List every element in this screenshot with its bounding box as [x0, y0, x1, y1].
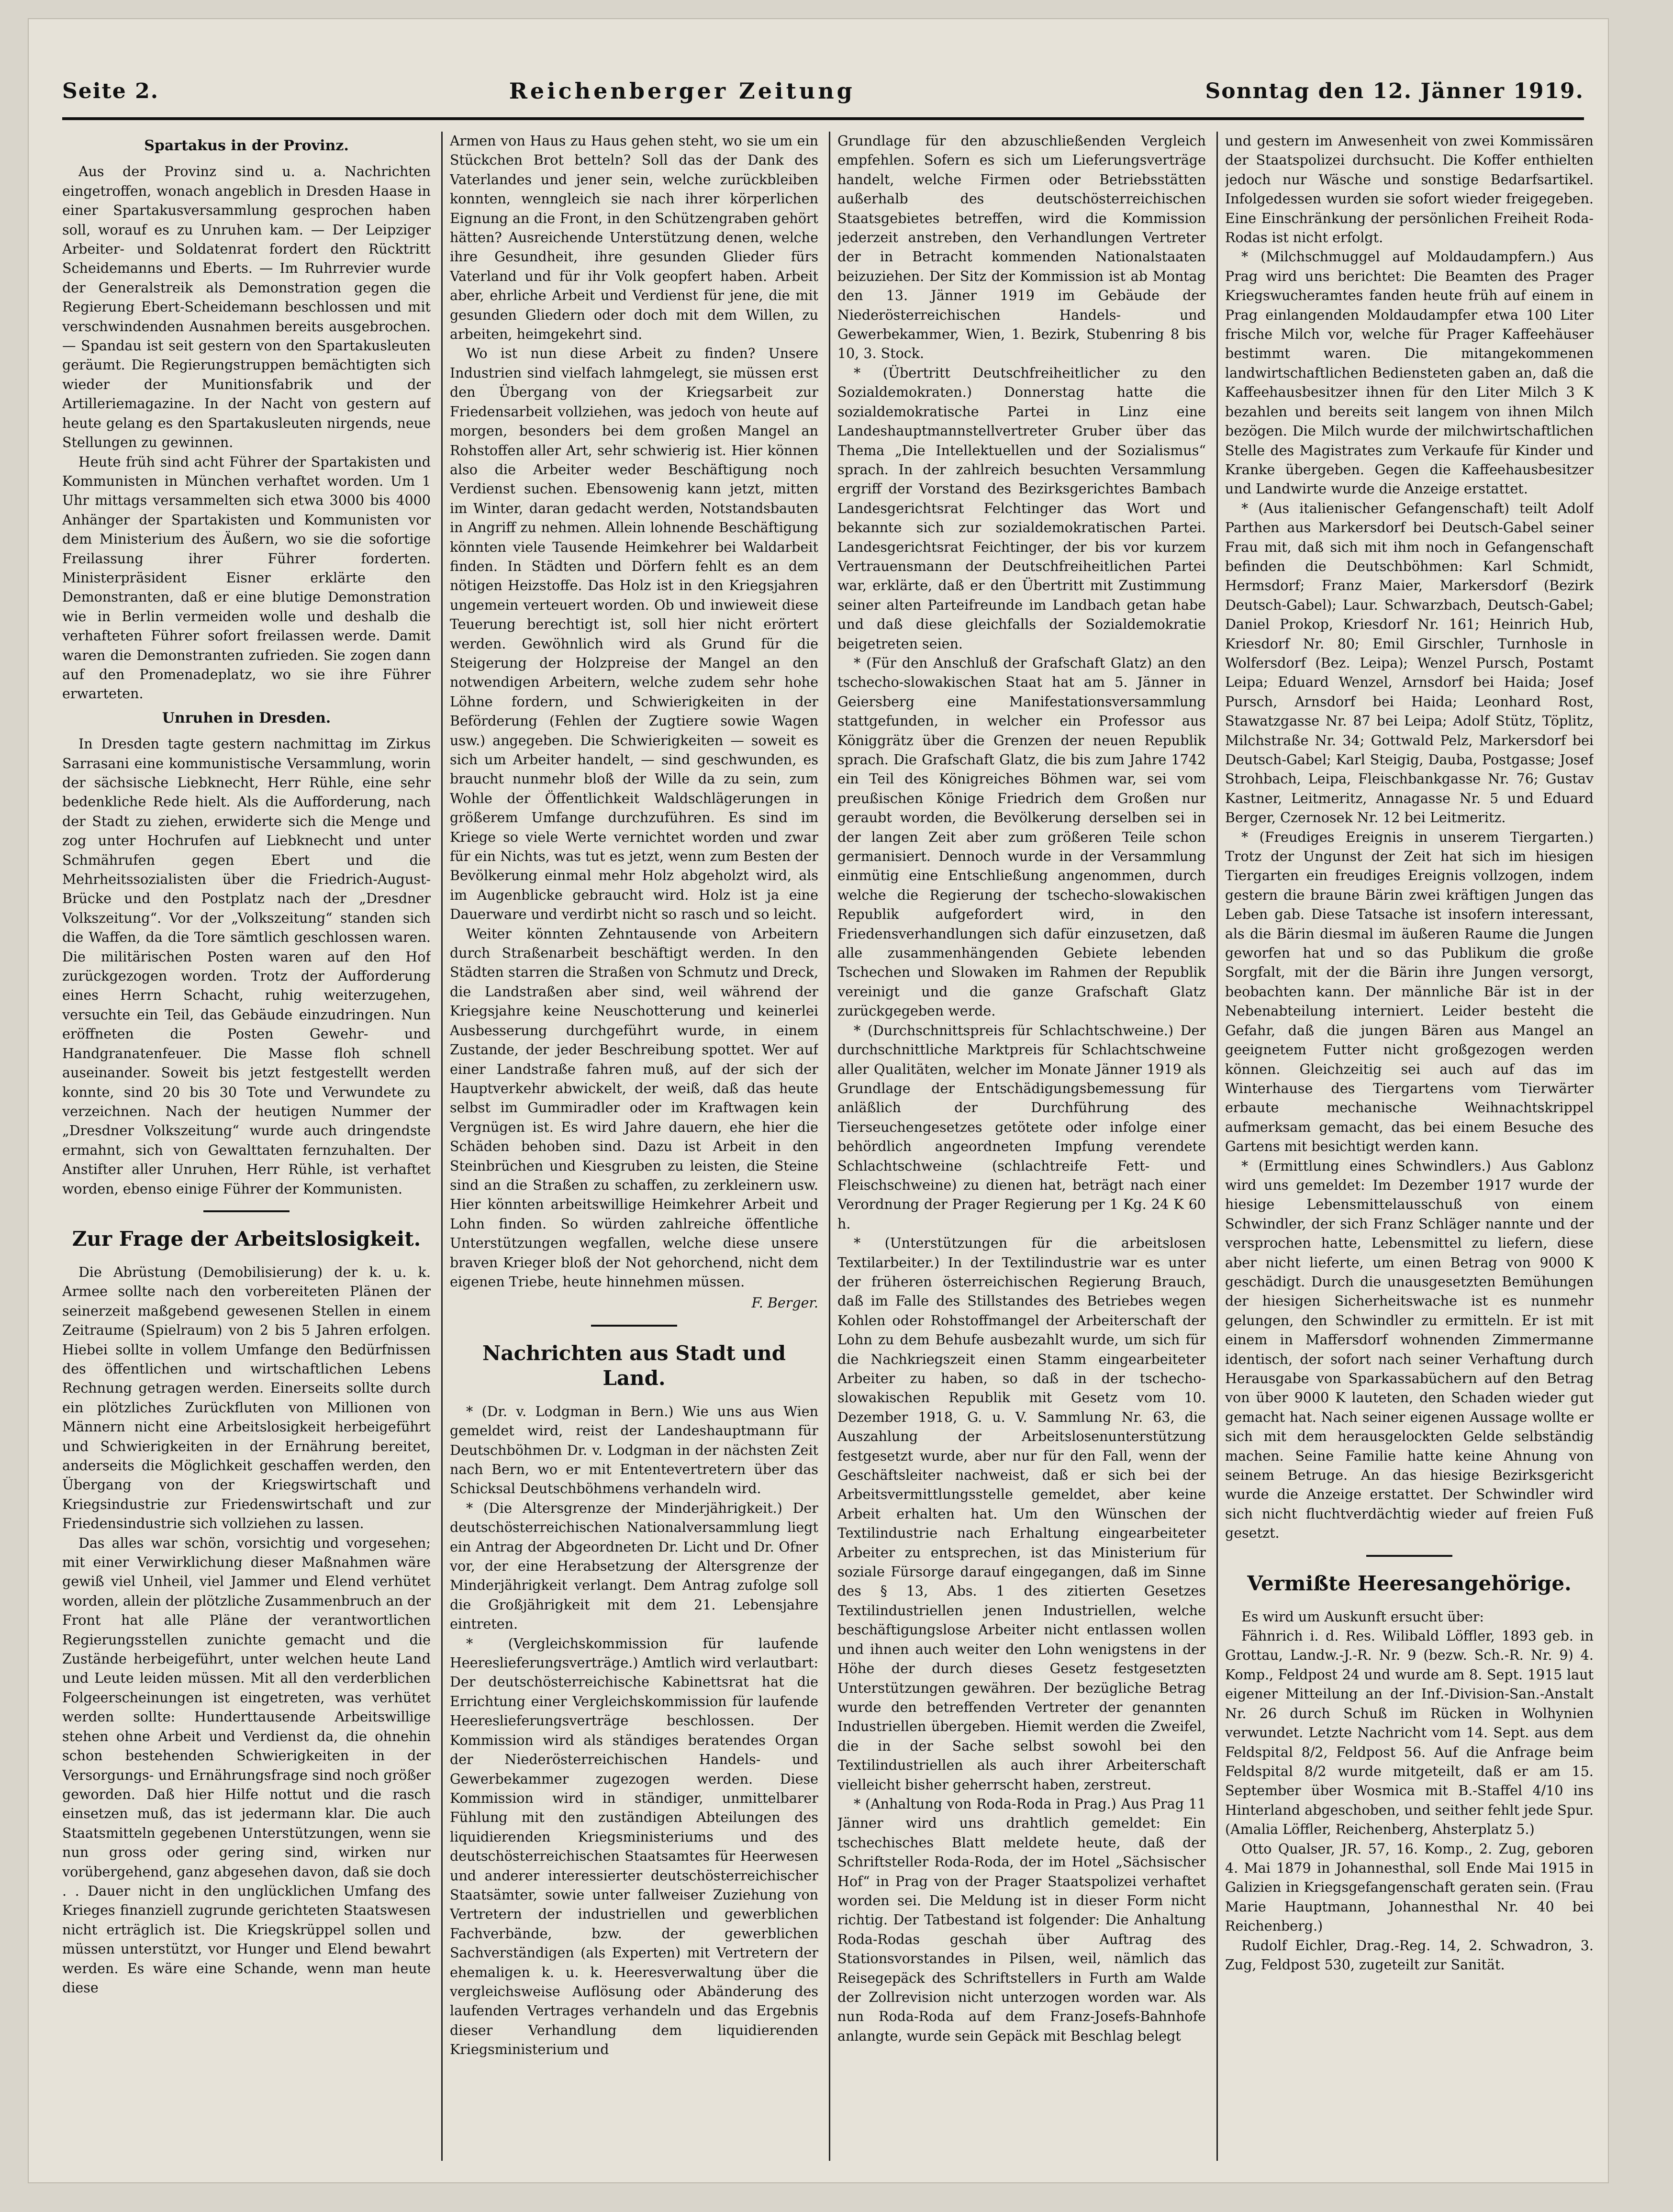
missing-person-entry: Rudolf Eichler, Drag.-Reg. 14, 2. Schwadron, 3. Zug, Feldpost 530, zugeteilt zur Sanität.: [1225, 1937, 1594, 1973]
section-heading-vermisste: Vermißte Heeresangehörige.: [1247, 1571, 1572, 1595]
column-divider: [441, 132, 443, 2161]
news-item: * (Für den Anschluß der Grafschaft Glatz) an den tschecho-slowakischen Staat hat am 5. Jänner in Geiersberg eine Manifestationsversammlung stattgefunden, in welcher ein Professor aus Königgrätz über die Grenzen der neuen Republik sprach. Die Grafschaft Glatz, die bis zum Jahre 1742 ein Teil des Königreiches Böhmen war, sei vom preußischen Könige Friedrich dem Großen nur geraubt worden, die Bevölkerung derselben sei in der langen Zeit aber zum größeren Teile schon germanisiert. Dennoch wurde in der Versammlung einmütig eine Entschließung angenommen, durch welche die Regierung der tschecho-slowakischen Republik aufgefordert wird, in den Friedensverhandlungen sich dafür einzusetzen, daß alle zusammenhängenden Gebiete lebenden Tschechen und Slowaken im Rahmen der Republik vereinigt und die ganze Grafschaft Glatz zurückgegeben werde.: [837, 655, 1206, 1019]
column-3: [837, 132, 1206, 2161]
missing-person-entry: Otto Qualser, JR. 57, 16. Komp., 2. Zug, geboren 4. Mai 1879 in Johannesthal, soll Ende Mai 1915 in Galizien in Kriegsgefangenschaft geraten sein. (Frau Marie Hauptmann, Johannesthal Nr. 40 bei Reichenberg.): [1225, 1841, 1594, 1934]
column-divider: [829, 132, 830, 2161]
article-paragraph: In Dresden tagte gestern nachmittag im Zirkus Sarrasani eine kommunistische Versammlung, worin der sächsische Liebknecht, Herr Rühle, eine sehr bedenkliche Rede hielt. Als die Aufforderung, nach der Stadt zu ziehen, erwiderte sich die Menge und zog unter Hochrufen auf Liebknecht und unter Schmährufen gegen Ebert und die Mehrheitssozialisten über die Friedrich-August-Brücke und den Postplatz nach der „Dresdner Volkszeitung“. Vor der „Volkszeitung“ standen sich die Waffen, da die Tore sämtlich geschlossen waren. Die militärischen Posten waren auf den Hof zurückgezogen worden. Trotz der Aufforderung eines Herrn Schacht, ruhig weiterzugehen, versuchte ein Teil, das Gebäude einzudringen. Nun eröffneten die Posten Gewehr- und Handgranatenfeuer. Die Masse floh schnell auseinander. Soweit bis jetzt festgestellt werden konnte, sind 20 bis 30 Tote und Verwundete zu verzeichnen. Nach der heutigen Nummer der „Dresdner Volkszeitung“ wurde auch dringendste ermahnt, sich von Gewalttaten fernzuhalten. Der Anstifter aller Unruhen, Herr Rühle, ist verhaftet worden, ebenso einige Führer der Kommunisten.: [62, 736, 431, 1197]
newspaper-title: Reichenberger Zeitung: [509, 78, 855, 104]
article-paragraph: Das alles war schön, vorsichtig und vorgesehen; mit einer Verwirklichung dieser Maßnahmen wäre gewiß viel Unheil, viel Jammer und Elend verhütet worden, allein der plötzliche Zusammenbruch an der Front hat alle Pläne der verantwortlichen Regierungsstellen zunichte gemacht und die Zustände herbeigeführt, unter welchen heute Land und Leute leiden müssen. Mit all den verderblichen Folgeerscheinungen ist eingetreten, was verhütet werden sollte: Hunderttausende Arbeitswillige stehen ohne Arbeit und Verdienst da, die ohnehin schon bestehenden Schwierigkeiten in der Versorgungs- und Ernährungsfrage sind noch größer geworden. Daß hier Hilfe nottut und die rasch einsetzen muß, das ist jedermann klar. Die auch Staatsmitteln gegebenen Unterstützungen, wenn sie nun gross oder gering sind, wirken nur vorübergehend, ganz abgesehen davon, daß sie doch . . Dauer nicht in den unglücklichen Umfang des Krieges finanziell zugrunde gerichteten Staatswesen nicht erträglich ist. Die Kriegskrüppel sollen und müssen unterstützt, vor Hunger und Elend bewahrt werden. Es wäre eine Schande, wenn man heute diese: [62, 1535, 431, 1996]
article-paragraph: Armen von Haus zu Haus gehen steht, wo sie um ein Stückchen Brot betteln? Soll das der Dank des Vaterlandes und jener sein, welche zurückbleiben konnten, wenngleich sie nach ihrer körperlichen Eignung an die Front, in den Schützengraben gehört hätten? Ausreichende Unterstützung denen, welche ihre Gesundheit, ihre gesunden Glieder fürs Vaterland und für ihr Volk geopfert haben. Arbeit aber, ehrliche Arbeit und Verdienst für jene, die mit gesunden Gliedern oder doch mit dem Willen, zu arbeiten, heimgekehrt sind.: [450, 133, 818, 343]
article-heading-dresden: Unruhen in Dresden.: [162, 709, 331, 726]
header-rule: [62, 117, 1584, 120]
article-heading-arbeitslosigkeit: Zur Frage der Arbeitslosigkeit.: [72, 1227, 421, 1251]
section-separator: [203, 1210, 290, 1212]
article-paragraph: Es wird um Auskunft ersucht über:: [1241, 1609, 1484, 1625]
news-item: * (Die Altersgrenze der Minderjährigkeit.) Der deutschösterreichischen Nationalversammlung liegt ein Antrag der Abgeordneten Dr. Licht und Dr. Ofner vor, der eine Herabsetzung der Altersgrenze der Minderjährigkeit verlangt. Dem Antrag zufolge soll die Großjährigkeit mit dem 21. Lebensjahre eintreten.: [450, 1500, 818, 1632]
column-2: [450, 132, 818, 2161]
news-item: * (Ermittlung eines Schwindlers.) Aus Gablonz wird uns gemeldet: Im Dezember 1917 wurde der hiesige Lebensmittelausschuß von einem Schwindler, der sich Franz Schläger nannte und der versprochen hatte, Lebensmittel zu liefern, diese aber nicht lieferte, um einen Betrag von 9000 K geschädigt. Durch die unausgesetzten Bemühungen der hiesigen Sicherheitswache ist es nunmehr gelungen, den Schwindler zu ermitteln. Er ist mit einem in Maffersdorf wohnenden Zimmermanne identisch, der sofort nach seiner Verhaftung durch Herausgabe von Sparkassabüchern auf den Betrag von über 9000 K lauteten, den Schaden wieder gut gemacht hat. Nach seiner eigenen Aussage wollte er sich mit dem herausgelockten Gelde selbständig machen. Seine Familie hatte keine Ahnung von seinem Betruge. An das hiesige Bezirksgericht wurde die Anzeige erstattet. Der Schwindler wird sich nicht fluchtverdächtig wieder auf freien Fuß gesetzt.: [1225, 1158, 1594, 1542]
news-item: * (Aus italienischer Gefangenschaft) teilt Adolf Parthen aus Markersdorf bei Deutsch-Gabel seiner Frau mit, daß sich mit ihm noch in Gefangenschaft befinden die Deutschböhmen: Karl Schmidt, Hermsdorf; Franz Maier, Markersdorf (Bezirk Deutsch-Gabel); Laur. Schwarzbach, Deutsch-Gabel; Daniel Prokop, Kriesdorf Nr. 161; Heinrich Hub, Kriesdorf Nr. 80; Emil Girschler, Turnhosle in Wolfersdorf (Bez. Leipa); Wenzel Pursch, Postamt Leipa; Eduard Wenzel, Arnsdorf bei Haida; Josef Pursch, Arnsdorf bei Haida; Leonhard Rost, Stawatzgasse Nr. 87 bei Leipa; Adolf Stütz, Töplitz, Milchstraße Nr. 34; Gottwald Pelz, Markersdorf bei Deutsch-Gabel; Karl Steigig, Dauba, Postgasse; Josef Strohbach, Leipa, Fleischbankgasse Nr. 76; Gustav Kastner, Leitmeritz, Annagasse Nr. 5 und Eduard Berger, Czernosek Nr. 12 bei Leitmeritz.: [1225, 500, 1594, 826]
newspaper-page: [29, 19, 1608, 2182]
article-paragraph: Aus der Provinz sind u. a. Nachrichten eingetroffen, wonach angeblich in Dresden Haase in einer Spartakusversammlung gesprochen haben soll, worauf es zu Unruhen kam. — Der Leipziger Arbeiter- und Soldatenrat fordert den Rücktritt Scheidemanns und Eberts. — Im Ruhrrevier wurde der Generalstreik als Demonstration gegen die Regierung Ebert-Scheidemann beschlossen und mit verschwindenden Ausnahmen bereits ausgebrochen. — Spandau ist seit gestern von den Spartakusleuten geräumt. Die Regierungstruppen bemächtigten sich wieder der Munitionsfabrik und der Artilleriemagazine. In der Nacht von gestern auf heute gelang es den Spartakusleuten nirgends, neue Stellungen zu gewinnen.: [62, 164, 431, 451]
news-item: * (Milchschmuggel auf Moldaudampfern.) Aus Prag wird uns berichtet: Die Beamten des Prager Kriegswucheramtes fanden heute früh auf einem in Prag einlangenden Moldaudampfer etwa 100 Liter frische Milch vor, welche für Prager Kaffeehäuser bestimmt waren. Die mitangekommenen landwirtschaftlichen Bediensteten gaben an, daß die Kaffeehausbesitzer ihnen für den Liter Milch 3 K bezahlen und bereits seit langem von ihnen Milch bezögen. Die Milch wurde der milchwirtschaftlichen Stelle des Magistrates zum Verkaufe für Kinder und Kranke übergeben. Gegen die Kaffeehausbesitzer und Landwirte wurde die Anzeige erstattet.: [1225, 249, 1594, 497]
news-item: Grundlage für den abzuschließenden Vergleich empfehlen. Sofern es sich um Lieferungsverträge handelt, welche Firmen oder Betriebsstätten außerhalb des deutschösterreichischen Staatsgebietes betreffen, wird die Kommission jederzeit anstreben, den Verhandlungen Vertreter der in Betracht kommenden Nationalstaaten beizuziehen. Der Sitz der Kommission ist ab Montag den 13. Jänner 1919 im Gebäude der Niederösterreichischen Handels- und Gewerbekammer, Wien, 1. Bezirk, Stubenring 8 bis 10, 3. Stock.: [837, 133, 1206, 362]
section-separator: [1366, 1555, 1452, 1557]
article-paragraph: Heute früh sind acht Führer der Spartakisten und Kommunisten in München verhaftet worden. Um 1 Uhr mittags versammelten sich etwa 3000 bis 4000 Anhänger der Spartakisten und Kommunisten vor dem Ministerium des Äußern, wo sie die sofortige Freilassung ihrer Führer forderten. Ministerpräsident Eisner erklärte den Demonstranten, daß er eine blutige Demonstration wie in Berlin vermeiden wolle und deshalb die verhafteten Führer sofort freilassen werde. Damit waren die Demonstranten zufrieden. Sie zogen dann auf den Promenadeplatz, wo sie ihre Führer erwarteten.: [62, 454, 431, 702]
missing-person-entry: Fähnrich i. d. Res. Wilibald Löffler, 1893 geb. in Grottau, Landw.-J.-R. Nr. 9 (bezw. Sch.-R. Nr. 9) 4. Komp., Feldpost 24 und wurde am 8. Sept. 1915 laut eigener Mitteilung an der Inf.-Division-San.-Anstalt Nr. 26 durch Schuß im Rücken in Wolhynien verwundet. Letzte Nachricht vom 14. Sept. aus dem Feldspital 8/2, Feldpost 56. Auf die Anfrage beim Feldspital 8/2 wurde mitgeteilt, daß er am 15. September über Wosmica mit B.-Staffel 4/10 ins Hinterland abgeschoben, und seither fehlt jede Spur. (Amalia Löffler, Reichenberg, Ahsterplatz 5.): [1225, 1628, 1594, 1838]
news-item: und gestern im Anwesenheit von zwei Kommissären der Staatspolizei durchsucht. Die Koffer enthielten jedoch nur Wäsche und sonstige Bedarfsartikel. Infolgedessen wurden sie sofort wieder freigegeben. Eine Einschränkung der persönlichen Freiheit Roda-Rodas ist nicht erfolgt.: [1225, 133, 1594, 246]
news-item: * (Freudiges Ereignis in unserem Tiergarten.) Trotz der Ungunst der Zeit hat sich im hiesigen Tiergarten ein freudiges Ereignis vollzogen, indem gestern die braune Bärin zwei kräftigen Jungen das Leben gab. Diese Tatsache ist insofern interessant, als die Bärin diesmal im äußeren Raume die Jungen geworfen hat und so das Publikum die große Sorgfalt, mit der die Bärin ihre Jungen versorgt, beobachten kann. Der männliche Bär ist in der Nebenabteilung interniert. Leider besteht die Gefahr, daß die jungen Bären aus Mangel an geeignetem Futter nicht großgezogen werden können. Gleichzeitig sei auch auf das im Winterhause des Tiergartens vom Tierwärter erbaute mechanische Weihnachtskrippel aufmerksam gemacht, das bei einem Besuche des Gartens mit besichtigt werden kann.: [1225, 829, 1594, 1155]
issue-date: Sonntag den 12. Jänner 1919.: [1205, 78, 1584, 103]
news-item: * (Übertritt Deutschfreiheitlicher zu den Sozialdemokraten.) Donnerstag hatte die sozialdemokratische Partei in Linz eine Landeshauptmannstellvertreter Gruber über das Thema „Die Intellektuellen und der Sozialismus“ sprach. In der zahlreich besuchten Versammlung ergriff der Vorstand des Bezirksgerichtes Bambach Landesgerichtsrat Felchtinger das Wort und bekannte sich zur sozialdemokratischen Partei. Landesgerichtsrat Feichtinger, der bis vor kurzem Vertrauensmann der Deutschfreiheitlichen Partei war, erklärte, daß er den Übertritt mit Zustimmung seiner alten Parteifreunde im Landbach getan habe und daß diese gleichfalls der Sozialdemokratie beigetreten seien.: [837, 365, 1206, 652]
news-item: * (Dr. v. Lodgman in Bern.) Wie uns aus Wien gemeldet wird, reist der Landeshauptmann für Deutschböhmen Dr. v. Lodgman in der nächsten Zeit nach Bern, wo er mit Ententevertretern über das Schicksal Deutschböhmens verhandeln wird.: [450, 1403, 818, 1497]
news-item: * (Unterstützungen für die arbeitslosen Textilarbeiter.) In der Textilindustrie war es unter der früheren österreichischen Regierung Brauch, daß im Falle des Stillstandes des Betriebes wegen Kohlen oder Rohstoffmangel der Arbeiterschaft der Lohn zu dem Behufe ausbezahlt wurde, um sich für die Nachkriegszeit einen Stamm eingearbeiteter Arbeiter zu haben, so daß in der tschecho-slowakischen Republik mit Gesetz vom 10. Dezember 1918, G. u. V. Sammlung Nr. 63, die Auszahlung der Arbeitslosenunterstützung festgesetzt wurde, aber nur für den Fall, wenn der Geschäftsleiter nachweist, daß er sich bei der Arbeitsvermittlungsstelle gemeldet, aber keine Arbeit erhalten hat. Um den Wünschen der Textilindustrie nach Erhaltung eingearbeiteter Arbeiter zu entsprechen, ist das Ministerium für soziale Fürsorge darauf eingegangen, daß im Sinne des § 13, Abs. 1 des zitierten Gesetzes Textilindustriellen jenen Industriellen, welche beschäftigungslose Arbeiter nicht entlassen wollen und ihnen auch weiter den Lohn wenigstens in der Höhe der durch dieses Gesetz festgesetzten Unterstützungen gewähren. Der bezügliche Betrag wurde den betreffenden Vertreter der genannten Industriellen übergeben. Hiemit werden die Zweifel, die in der Sache selbst sowohl bei den Textilindustriellen als auch ihrer Arbeiterschaft vielleicht bisher geherrscht haben, zerstreut.: [837, 1235, 1206, 1793]
column-4: [1225, 132, 1594, 2161]
article-heading-spartakus: Spartakus in der Provinz.: [144, 137, 349, 154]
column-1: [62, 132, 431, 2161]
page-header: [62, 72, 1584, 110]
section-separator: [591, 1325, 677, 1327]
article-paragraph: Weiter könnten Zehntausende von Arbeitern durch Straßenarbeit beschäftigt werden. In den Städten starren die Straßen von Schmutz und Dreck, die Landstraßen aber sind, weil während der Kriegsjahre keine Neuschotterung und keinerlei Ausbesserung durchgeführt wurde, in einem Zustande, der jeder Beschreibung spottet. Wer auf einer Landstraße fahren muß, auf der sich der Hauptverkehr abwickelt, der weiß, daß das heute selbst im Gummiradler oder im Kraftwagen kein Vergnügen ist. Es wird Jahre dauern, ehe hier die Schäden behoben sind. Dazu ist Arbeit in den Steinbrüchen und Kiesgruben zu leisten, die Steine sind an die Straßen zu schaffen, zu zerkleinern usw. Hier könnten arbeitswillige Heimkehrer Arbeit und Lohn finden. So würden zahlreiche öffentliche Unterstützungen wegfallen, welche diese unsere braven Krieger bloß der Not gehorchend, nicht dem eigenen Triebe, heute hinnehmen müssen.: [450, 926, 818, 1290]
news-item: * (Durchschnittspreis für Schlachtschweine.) Der durchschnittliche Marktpreis für Schlachtschweine aller Qualitäten, welcher im Monate Jänner 1919 als Grundlage der Entschädigungsbemessung für anläßlich der Durchführung des Tierseuchengesetzes getötete oder infolge einer behördlich angeordneten Impfung verendete Schlachtschweine (schlachtreife Fett- und Fleischschweine) zu dienen hat, beträgt nach einer Verordnung der Prager Regierung per 1 Kg. 24 K 60 h.: [837, 1022, 1206, 1232]
article-paragraph: Wo ist nun diese Arbeit zu finden? Unsere Industrien sind vielfach lahmgelegt, sie müssen erst den Übergang von der Kriegsarbeit zur Friedensarbeit vollziehen, was jedoch von heute auf morgen, besonders bei dem großen Mangel an Rohstoffen aller Art, sehr schwierig ist. Hier können also die Arbeiter weder Beschäftigung noch Verdienst suchen. Ebensowenig kann jetzt, mitten im Winter, daran gedacht werden, Notstandsbauten in Angriff zu nehmen. Allein lohnende Beschäftigung könnten viele Tausende Heimkehrer bei Waldarbeit finden. In Städten und Dörfern fehlt es an dem nötigen Heizstoffe. Das Holz ist in den Kriegsjahren ungemein verteuert worden. Ob und inwieweit diese Teuerung berechtigt ist, soll hier nicht erörtert werden. Gewöhnlich wird als Grund für die Steigerung der Holzpreise der Mangel an den notwendigen Arbeitern, welche zudem sehr hohe Löhne fordern, und Schwierigkeiten in der Beförderung (Fehlen der Zugtiere sowie Wagen usw.) angegeben. Die Schwierigkeiten — soweit es sich um Arbeiter handelt, — sind geschwunden, es braucht nunmehr bloß der Wille da zu sein, zum Wohle der Öffentlichkeit Waldschlägerungen in größerem Umfange durchzuführen. Es sind im Kriege so viele Werte vernichtet worden und zwar für ein Nichts, was tut es jetzt, wenn zum Besten der Bevölkerung einmal mehr Holz abgeholzt wird, als im Augenblicke gebraucht wird. Holz ist ja eine Dauerware und verdirbt nicht so rasch und so leicht.: [450, 346, 818, 923]
section-heading-nachrichten: Nachrichten aus Stadt und Land.: [482, 1341, 786, 1390]
author-signature: F. Berger.: [751, 1295, 818, 1311]
page-number: Seite 2.: [62, 78, 159, 103]
column-divider: [1216, 132, 1218, 2161]
news-item: * (Anhaltung von Roda-Roda in Prag.) Aus Prag 11 Jänner wird uns drahtlich gemeldet: Ein tschechisches Blatt meldete heute, daß der Schriftsteller Roda-Roda, der im Hotel „Sächsischer Hof“ in Prag von der Prager Staatspolizei verhaftet worden sei. Die Meldung ist in dieser Form nicht richtig. Der Tatbestand ist folgender: Die Anhaltung Roda-Rodas geschah über Auftrag des Stationsvorstandes in Pilsen, weil, nämlich das Reisegepäck des Schriftstellers in Furth am Walde der Zollrevision nicht unterzogen worden war. Als nun Roda-Roda auf dem Franz-Josefs-Bahnhofe anlangte, wurde sein Gepäck mit Beschlag belegt: [837, 1796, 1206, 2044]
article-paragraph: Die Abrüstung (Demobilisierung) der k. u. k. Armee sollte nach den vorbereiteten Plänen der seinerzeit maßgebend gewesenen Stellen in einem Zeitraume (Spielraum) von 2 bis 5 Jahren erfolgen. Hiebei sollte in vollem Umfange den Bedürfnissen des öffentlichen und wirtschaftlichen Lebens Rechnung getragen werden. Einerseits sollte durch ein plötzliches Zurückfluten von Millionen von Männern nicht eine Arbeitslosigkeit herbeigeführt und Schwierigkeiten in der Ernährung bereitet, anderseits die Möglichkeit geschaffen werden, den Übergang von der Kriegswirtschaft und Kriegsindustrie zur Friedenswirtschaft und zur Friedensindustrie sich vollziehen zu lassen.: [62, 1264, 431, 1532]
news-item: * (Vergleichskommission für laufende Heereslieferungsverträge.) Amtlich wird verlautbart: Der deutschösterreichische Kabinettsrat hat die Errichtung einer Vergleichskommission für laufende Heereslieferungsverträge beschlossen. Der Kommission wird als ständiges beratendes Organ der Niederösterreichischen Handels- und Gewerbekammer zugezogen werden. Diese Kommission wird in ständiger, unmittelbarer Fühlung mit den zuständigen Abteilungen des liquidierenden Kriegsministeriums und des deutschösterreichischen Staatsamtes für Heerwesen und anderer interessierter deutschösterreichischer Staatsämter, sowie unter fallweiser Zuziehung von Vertretern der industriellen und gewerblichen Fachverbände, bzw. der gewerblichen Sachverständigen (als Experten) mit Vertretern der ehemaligen k. u. k. Heeresverwaltung über die vergleichsweise Auflösung oder Abänderung des laufenden Vertrages verhandeln und das Ergebnis dieser Verhandlung dem liquidierenden Kriegsministerium und: [450, 1635, 818, 2058]
